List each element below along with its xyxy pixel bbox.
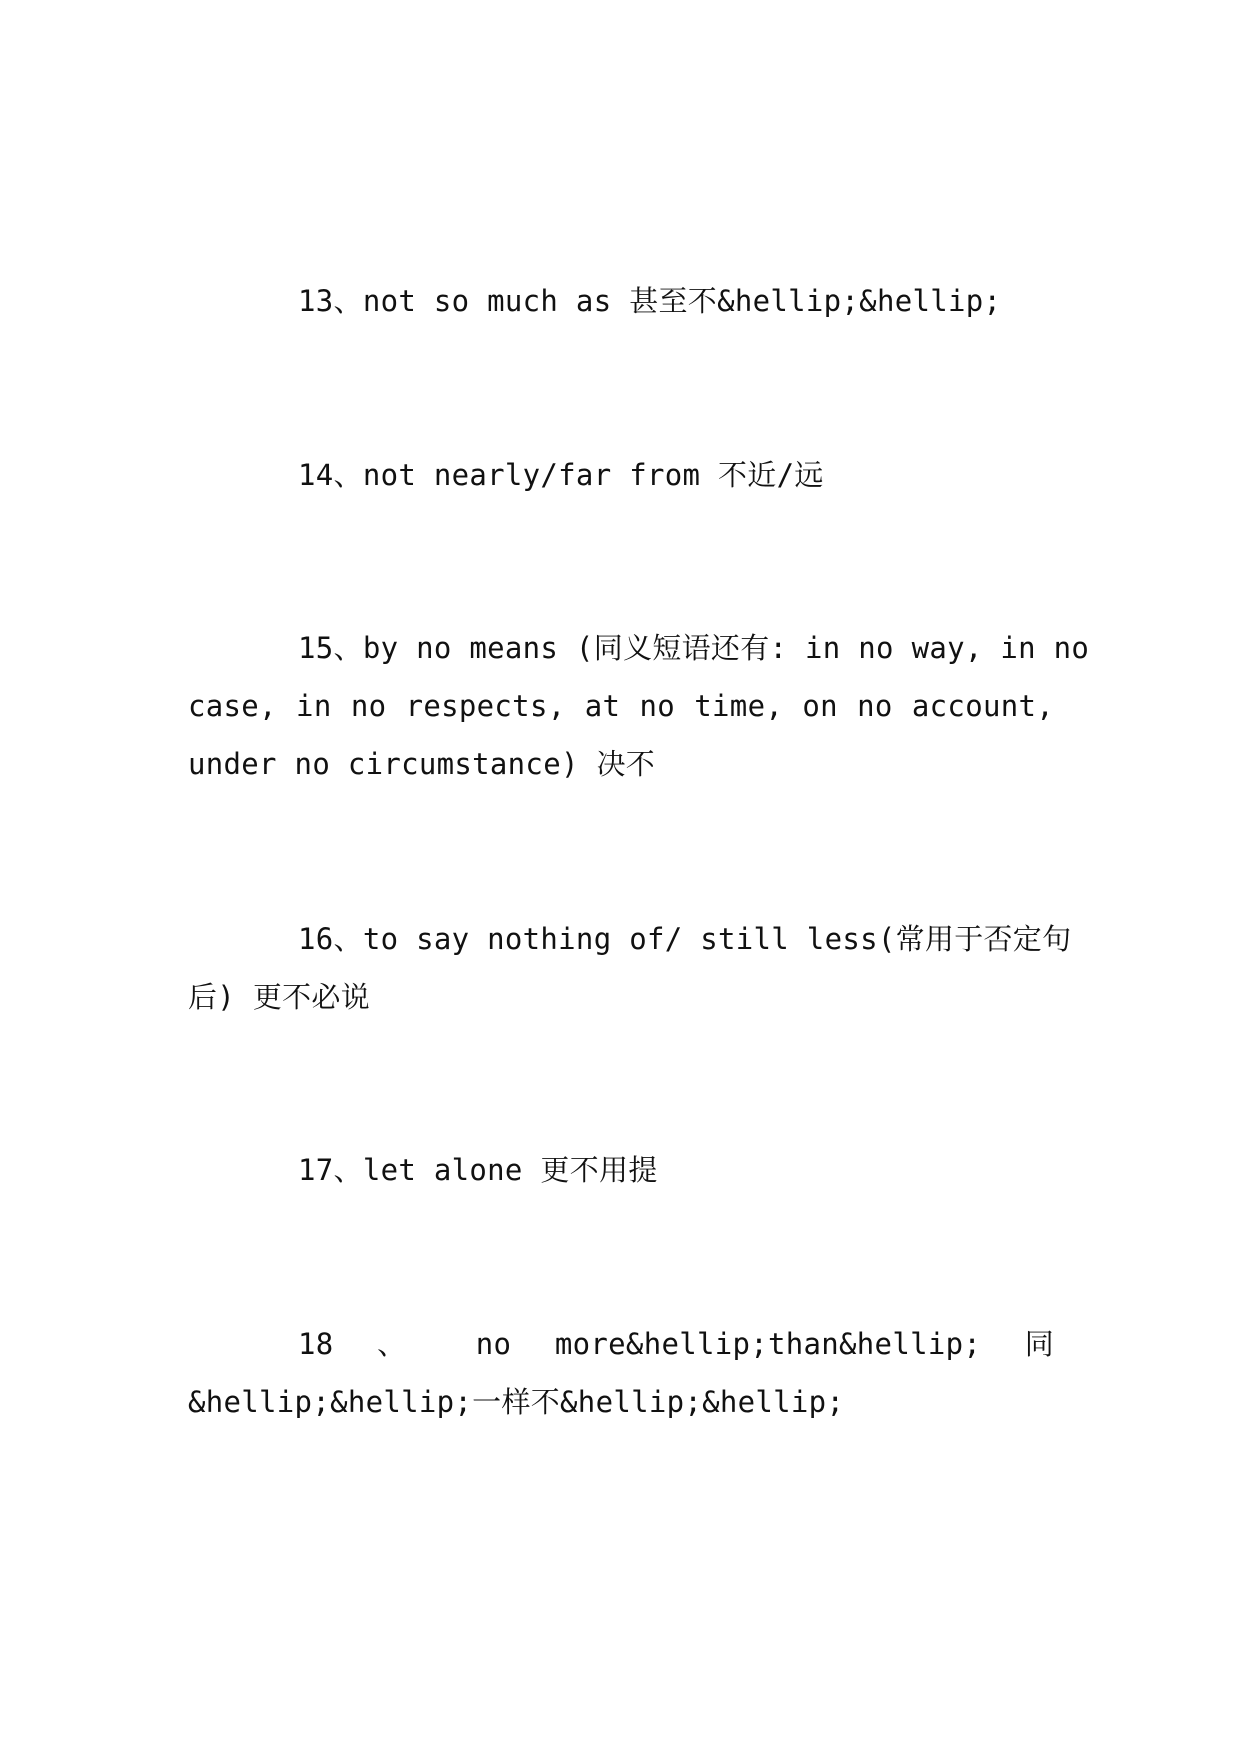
phrase-item-17: [188, 1141, 1054, 1199]
phrase-item-18: [188, 1315, 1054, 1431]
phrase-item-15: [188, 619, 1090, 793]
phrase-line: under no circumstance) 决不: [188, 747, 656, 781]
phrase-line: 18 、 no more&hellip;than&hellip; 同: [298, 1327, 1054, 1361]
phrase-line: 14、not nearly/far from 不近/远: [298, 458, 824, 492]
phrase-item-13: [188, 272, 1054, 330]
phrase-line: &hellip;&hellip;一样不&hellip;&hellip;: [188, 1385, 845, 1419]
phrase-item-14: [188, 446, 1054, 504]
phrase-line: 13、not so much as 甚至不&hellip;&hellip;: [298, 284, 1002, 318]
phrase-line: case, in no respects, at no time, on no account,: [188, 689, 1054, 723]
phrase-item-16: [188, 910, 1072, 1026]
phrase-line: 17、let alone 更不用提: [298, 1153, 658, 1187]
phrase-line: 15、by no means (同义短语还有: in no way, in no: [298, 631, 1090, 665]
phrase-line: 后) 更不必说: [188, 980, 371, 1014]
phrase-line: 16、to say nothing of/ still less(常用于否定句: [298, 922, 1072, 956]
